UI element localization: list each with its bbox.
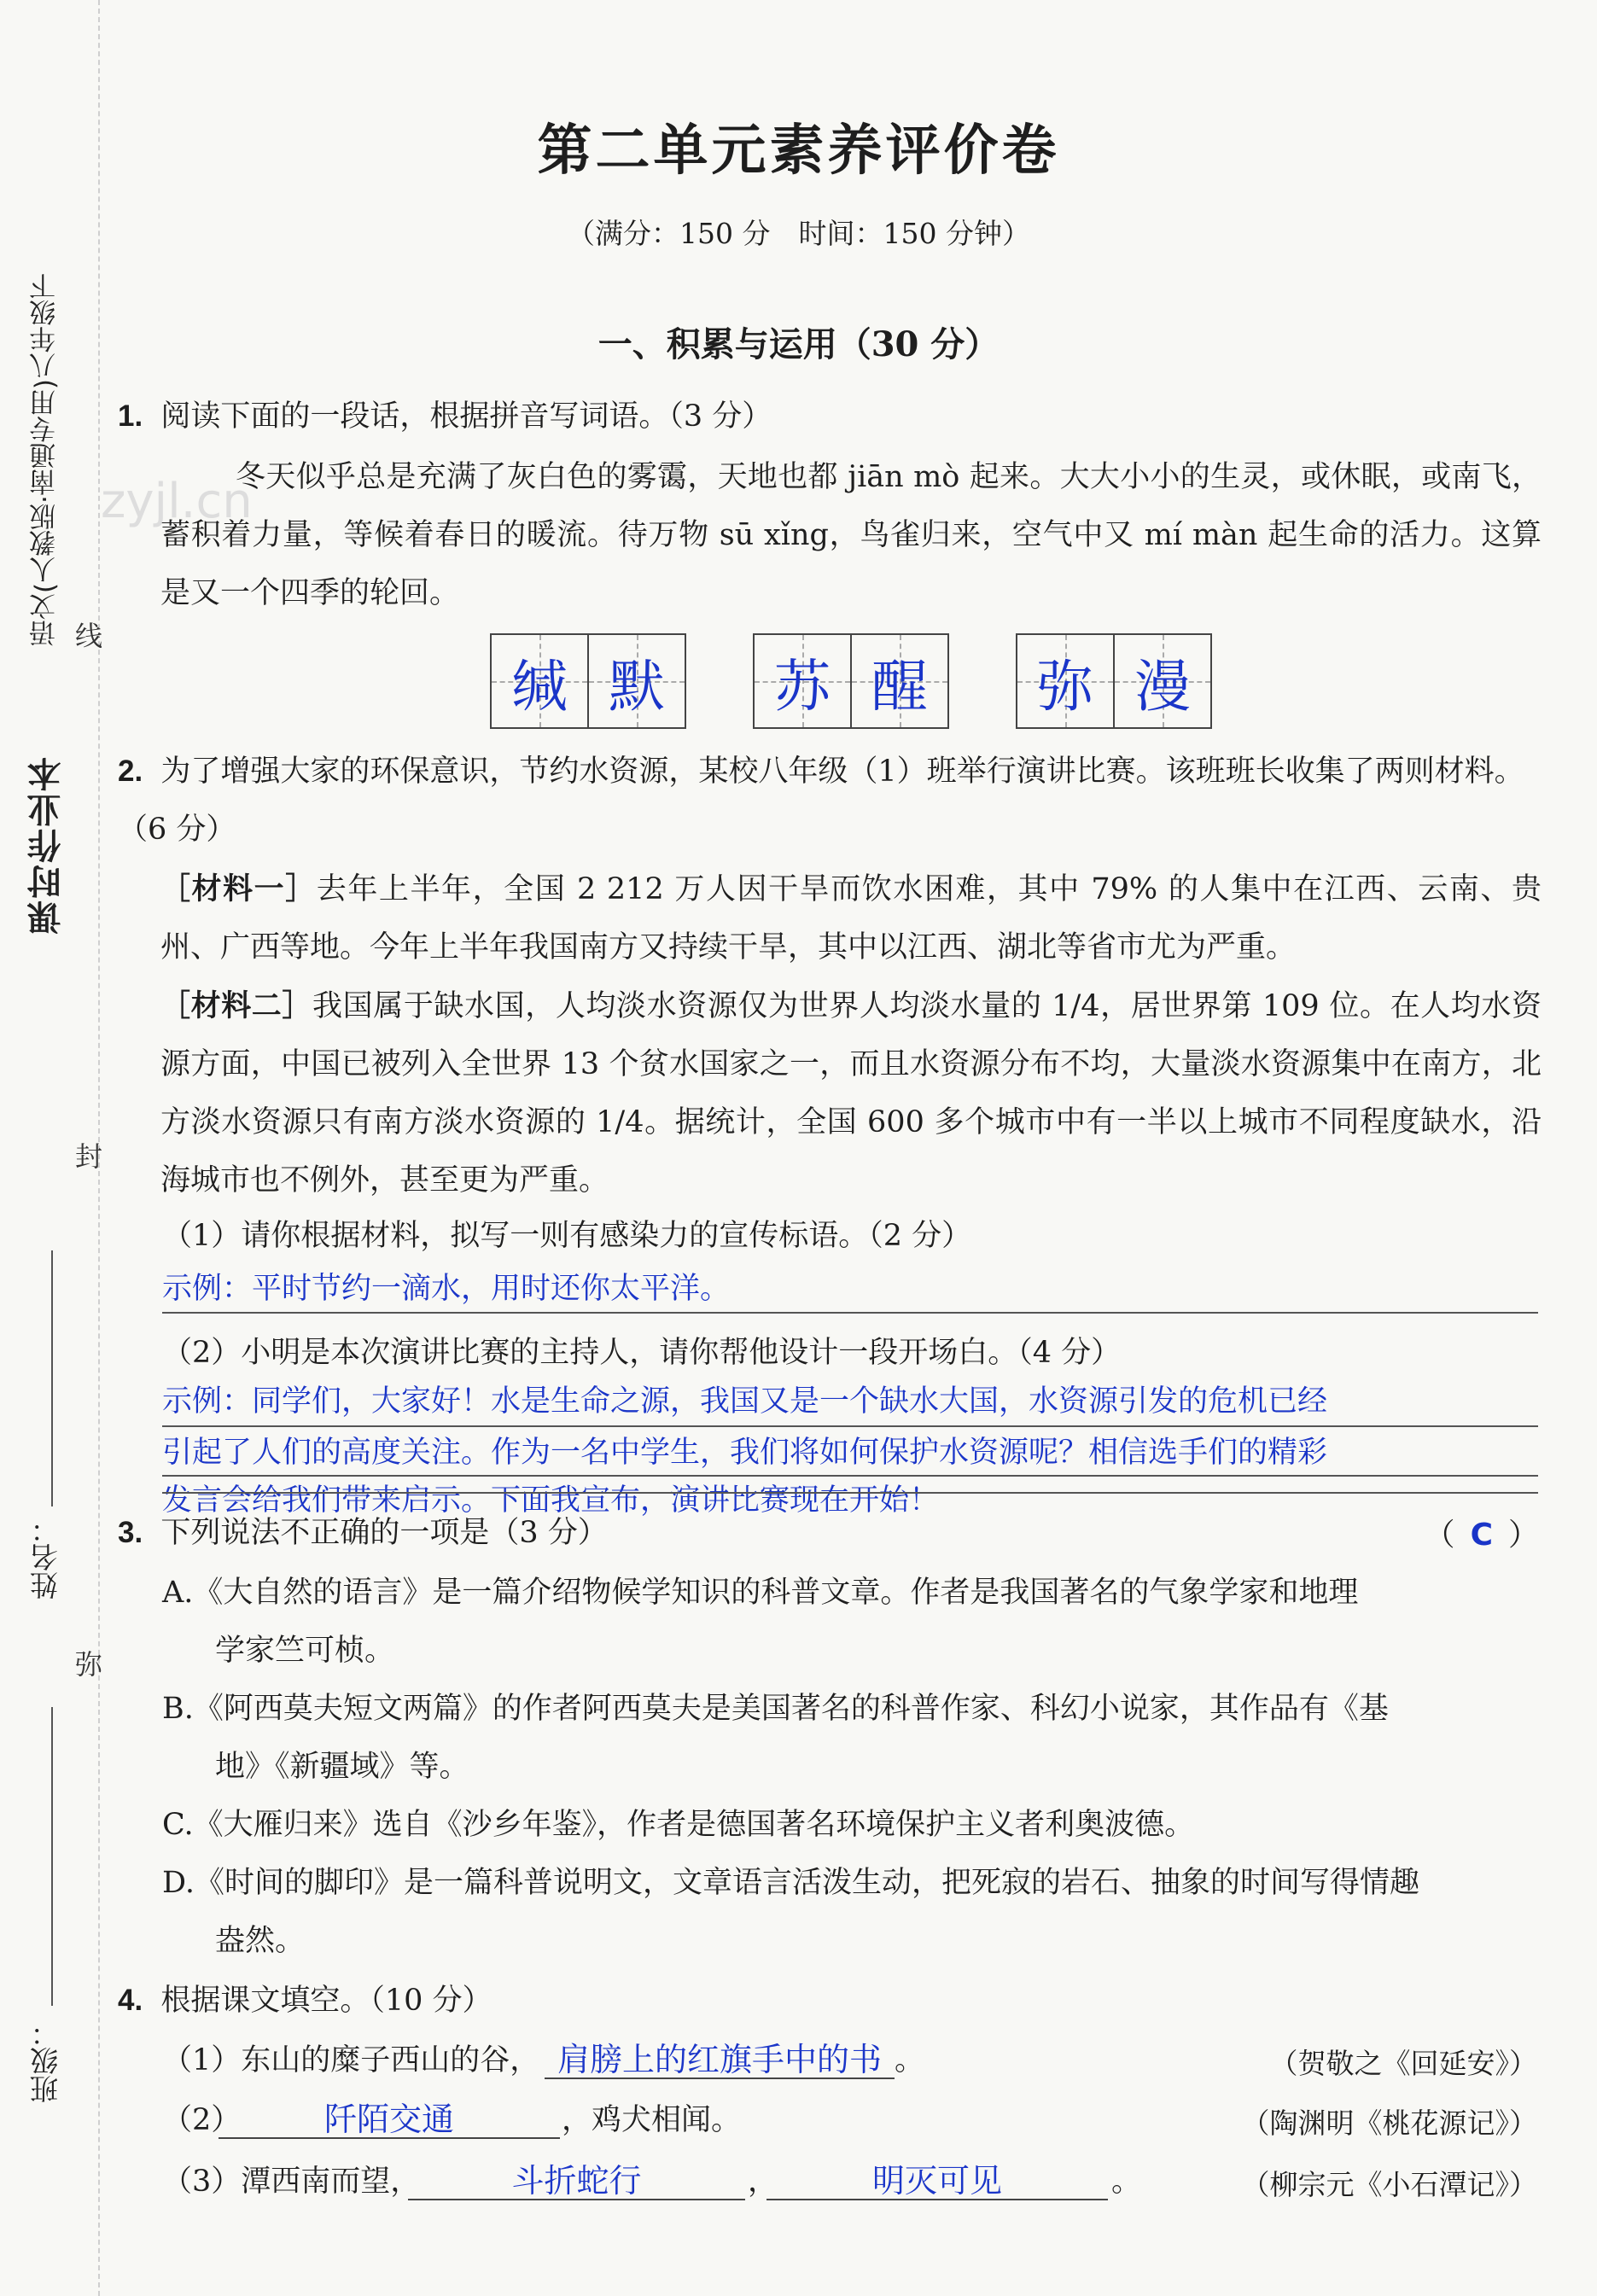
q4-prompt: [118, 1972, 493, 2030]
answer-rule: [162, 1312, 1538, 1314]
answer-rule: [162, 1492, 1538, 1494]
q2-sub2-answer-line[interactable]: 发言会给我们带来启示。下面我宣布，演讲比赛现在开始！: [162, 1483, 940, 1518]
q2-sub1-answer[interactable]: 示例：平时节约一滴水，用时还你太平洋。: [162, 1272, 731, 1306]
q3-option-c: C.《大雁归来》选自《沙乡年鉴》，作者是德国著名环境保护主义者利奥波德。: [162, 1808, 1195, 1842]
binding-mark-seal: 封: [75, 1140, 103, 1173]
q2-sub2-answer-line[interactable]: 引起了人们的高度关注。作为一名中学生，我们将如何保护水资源呢？相信选手们的精彩: [162, 1436, 1328, 1470]
q3-option-a: A.《大自然的语言》是一篇介绍物候学知识的科普文章。作者是我国著名的气象学家和地理 学家竺可桢。: [162, 1576, 1359, 1668]
q4-number: 4.: [118, 1984, 143, 2017]
answer-char: 苏: [755, 635, 850, 727]
q2-text: 为了增强大家的环保意识，节约水资源，某校八年级（1）班举行演讲比赛。该班班长收集了两则材料。（6 分）: [118, 755, 1524, 847]
name-label: 姓名：: [29, 1515, 62, 1600]
class-field[interactable]: [51, 1707, 53, 2006]
name-field[interactable]: [51, 1250, 53, 1506]
q1-number: 1.: [118, 399, 143, 433]
material1-text: 去年上半年，全国 2 212 万人因干旱而饮水困难，其中 79% 的人集中在江西、云南、贵州、广西等地。今年上半年我国南方又持续干旱，其中以江西、湖北等省市尤为严重。: [160, 872, 1542, 964]
q1-answer-box-3[interactable]: [1016, 633, 1212, 729]
q3-prompt: [118, 1504, 608, 1562]
answer-char: 默: [587, 635, 685, 727]
answer-char: 缄: [492, 635, 587, 727]
binding-mark-mi: 弥: [75, 1648, 103, 1681]
q4-item-1-label: （1）东山的糜子西山的谷，: [162, 2043, 540, 2077]
q4-text: 根据课文填空。（10 分）: [160, 1984, 493, 2018]
page-subtitle: （满分：150 分 时间：150 分钟）: [567, 217, 1030, 250]
q2-number: 2.: [118, 755, 143, 788]
q4-item-3-label: （3）潭西南而望，: [162, 2165, 421, 2199]
q3-text: 下列说法不正确的一项是（3 分）: [160, 1516, 608, 1550]
q4-item-3-blank-2[interactable]: 明灭可见: [766, 2154, 1108, 2200]
q2-sub2: （2）小明是本次演讲比赛的主持人，请你帮他设计一段开场白。（4 分）: [162, 1336, 1122, 1370]
edition-label: 语文(人教版·南通专用)八年级下: [30, 273, 61, 647]
q4-item-2-end: ，鸡犬相闻。: [562, 2103, 742, 2137]
section-heading: 一、积累与运用（30 分）: [597, 324, 1000, 364]
q1-passage: 冬天似乎总是充满了灰白色的雾霭，天地也都 jiān mò 起来。大大小小的生灵，或休眠，或南飞，蓄积着力量，等候着春日的暖流。待万物 sū xǐng，鸟雀归来，空气中又 mí màn 起生命的活力。这算是又一个四季的轮回。: [160, 460, 1542, 610]
q4-item-2-source: （陶渊明《桃花源记》）: [1241, 2107, 1537, 2140]
q2-sub1: （1）请你根据材料，拟写一则有感染力的宣传标语。（2 分）: [162, 1219, 972, 1253]
q4-item-3-end: 。: [1111, 2165, 1142, 2199]
answer-char: 弥: [1017, 635, 1113, 727]
q4-item-1-source: （贺敬之《回延安》）: [1269, 2047, 1537, 2080]
q4-item-3-mid: ，: [748, 2165, 778, 2199]
answer-char: 漫: [1113, 635, 1210, 727]
page-title: 第二单元素养评价卷: [537, 119, 1060, 183]
material2-text: 我国属于缺水国，人均淡水资源仅为世界人均淡水量的 1/4，居世界第 109 位。在人均水资源方面，中国已被列入全世界 13 个贫水国家之一，而且水资源分布不均，大量淡水资源集中在南方，北方淡水资源只有南方淡水资源的 1/4。据统计，全国 600 多个城市中有一半以上城市不同程度缺水，沿海城市也不例外，甚至更为严重。: [160, 989, 1542, 1198]
q4-item-3-source: （柳宗元《小石潭记》）: [1241, 2168, 1537, 2201]
q3-option-d: D.《时间的脚印》是一篇科普说明文，文章语言活泼生动，把死寂的岩石、抽象的时间写得情趣 盎然。: [162, 1866, 1419, 1958]
q4-item-1-blank[interactable]: 肩膀上的红旗手中的书: [545, 2033, 895, 2079]
q4-item-3-blank-1[interactable]: 斗折蛇行: [408, 2154, 745, 2200]
answer-char: 醒: [850, 635, 947, 727]
watermark: zyjl.cn: [101, 474, 253, 529]
q4-item-2-label: （2）: [162, 2103, 242, 2137]
series-brand: 课时作业本: [27, 755, 67, 935]
q3-answer-bracket[interactable]: （ C ）: [1424, 1518, 1539, 1553]
q2-material1: [160, 860, 1542, 976]
q2-material2: [160, 977, 1542, 1209]
q1-answer-box-2[interactable]: [753, 633, 949, 729]
q2-sub2-answer-line[interactable]: 示例：同学们，大家好！水是生命之源，我国又是一个缺水大国，水资源引发的危机已经: [162, 1384, 1328, 1419]
q1-prompt: [118, 388, 772, 446]
q4-item-1-end: 。: [895, 2043, 925, 2077]
class-label: 班级：: [29, 2019, 62, 2103]
q1-answer-box-1[interactable]: [490, 633, 686, 729]
q3-answer: C: [1470, 1518, 1493, 1553]
q1-text: 阅读下面的一段话，根据拼音写词语。（3 分）: [160, 399, 772, 434]
q4-item-2-blank[interactable]: 阡陌交通: [219, 2093, 560, 2139]
q2-prompt: [118, 743, 1542, 859]
q3-option-b: B.《阿西莫夫短文两篇》的作者阿西莫夫是美国著名的科普作家、科幻小说家，其作品有《基 地》《新疆域》等。: [162, 1692, 1389, 1784]
binding-mark-line: 线: [75, 620, 103, 652]
material1-label: ［材料一］: [160, 871, 317, 906]
material2-label: ［材料二］: [160, 988, 313, 1023]
q3-number: 3.: [118, 1516, 143, 1549]
